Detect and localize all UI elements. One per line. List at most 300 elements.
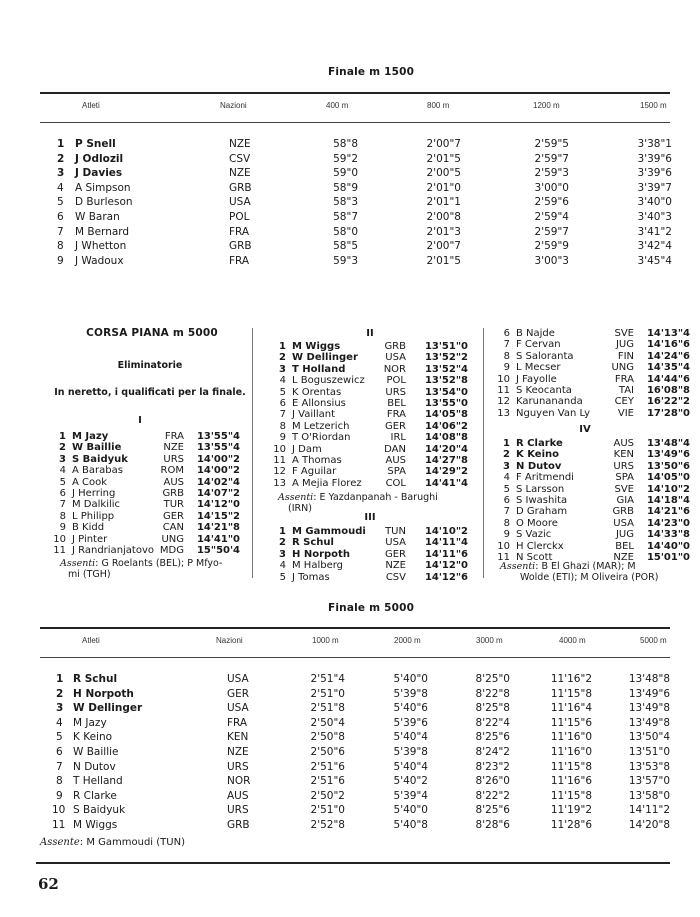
nation-cell: GRB — [227, 819, 250, 831]
position-cell: 4 — [279, 375, 286, 387]
position-cell: 7 — [56, 760, 63, 773]
athlete-name-cell: T Helland — [73, 775, 123, 788]
position-cell: 9 — [56, 789, 63, 802]
athlete-name-cell: J Whetton — [75, 240, 127, 253]
header-400m: 400 m — [326, 101, 349, 110]
final-5000-top-rule — [40, 627, 670, 629]
nation-cell: URS — [227, 804, 249, 817]
time-cell: 14'12"0 — [196, 499, 240, 511]
heat-list-item — [52, 477, 242, 488]
athlete-name-cell: J Odlozil — [75, 152, 124, 165]
athlete-name-cell: H Norpoth — [73, 687, 134, 700]
nation-cell: NZE — [229, 167, 251, 180]
heat-list-item — [272, 455, 472, 466]
nation-cell: UNG — [161, 533, 184, 545]
position-cell: 4 — [279, 560, 286, 572]
nation-cell: AUS — [163, 476, 184, 488]
position-cell: 11 — [52, 819, 66, 831]
athlete-name-cell: F Cervan — [516, 339, 561, 351]
heat-list-item — [52, 534, 242, 545]
nation-cell: USA — [613, 517, 634, 529]
time-cell: 14'41"0 — [196, 533, 240, 545]
split-time-cell: 8'26"0 — [475, 775, 510, 788]
section-5000-title: CORSA PIANA m 5000 — [86, 327, 218, 339]
athlete-name-cell: J Fayolle — [516, 373, 557, 385]
time-cell: 14'05"0 — [646, 472, 690, 484]
nation-cell: NOR — [227, 775, 251, 788]
nation-cell: GER — [384, 420, 406, 432]
time-cell: 14'11"6 — [424, 548, 468, 560]
position-cell: 3 — [57, 167, 65, 180]
time-cell: 13'55"4 — [196, 442, 240, 454]
split-time-cell: 13'58"0 — [628, 789, 670, 802]
split-time-cell: 3'00"0 — [534, 181, 569, 194]
table-row — [0, 688, 700, 703]
split-time-cell: 3'39"7 — [637, 181, 672, 194]
split-time-cell: 5'40"0 — [393, 673, 428, 685]
split-time-cell: 8'24"2 — [475, 746, 510, 758]
heat-list-item — [496, 385, 692, 396]
time-cell: 14'05"8 — [424, 409, 468, 421]
heat-list-item — [272, 478, 472, 489]
time-cell: 14'21"6 — [646, 506, 690, 518]
nation-cell: BEL — [615, 540, 634, 552]
nation-cell: GRB — [162, 487, 184, 499]
split-time-cell: 2'51"6 — [310, 775, 345, 788]
position-cell: 9 — [279, 432, 286, 444]
position-cell: 2 — [59, 442, 66, 454]
athlete-name-cell: A Simpson — [75, 181, 131, 194]
position-cell: 8 — [279, 420, 286, 432]
split-time-cell: 5'39"8 — [393, 687, 428, 700]
heat-1-list — [52, 431, 242, 556]
position-cell: 6 — [279, 397, 286, 409]
position-cell: 5 — [59, 476, 66, 488]
athlete-name-cell: E Allonsius — [292, 397, 346, 409]
position-cell: 4 — [57, 181, 64, 194]
split-time-cell: 2'59"5 — [534, 138, 569, 150]
position-cell: 10 — [273, 443, 286, 455]
nation-cell: NZE — [229, 138, 251, 150]
athlete-name-cell: W Baillie — [73, 746, 119, 758]
nation-cell: GIA — [616, 494, 634, 506]
heat-2-list — [272, 341, 472, 489]
split-time-cell: 8'28"6 — [475, 819, 510, 831]
position-cell: 3 — [503, 460, 510, 472]
nation-cell: FRA — [386, 409, 406, 421]
heat-list-item — [496, 449, 692, 460]
athlete-name-cell: O Moore — [516, 517, 558, 529]
athlete-name-cell: F Aritmendi — [516, 472, 574, 484]
nation-cell: DAN — [384, 443, 406, 455]
time-cell: 14'06"2 — [424, 420, 468, 432]
split-time-cell: 3'00"3 — [534, 254, 569, 267]
heat-list-item — [496, 541, 692, 552]
heat-list-item — [496, 362, 692, 373]
split-time-cell: 3'40"0 — [637, 196, 672, 209]
athlete-name-cell: M Letzerich — [292, 420, 350, 432]
nation-cell: MDG — [159, 544, 184, 556]
athlete-name-cell: K Keino — [73, 731, 113, 744]
table-row — [0, 775, 700, 790]
athlete-name-cell: H Norpoth — [292, 548, 350, 560]
position-cell: 7 — [57, 225, 64, 238]
split-time-cell: 2'52"8 — [310, 819, 345, 831]
nation-cell: USA — [385, 537, 406, 549]
athlete-name-cell: J Dam — [292, 443, 322, 455]
heat-list-item — [496, 396, 692, 407]
athlete-name-cell: A Cook — [72, 476, 108, 488]
nation-cell: KEN — [227, 731, 249, 744]
split-time-cell: 2'00"7 — [426, 138, 461, 150]
time-cell: 14'10"2 — [646, 483, 690, 495]
heat-list-item — [272, 364, 472, 375]
position-cell: 6 — [57, 211, 64, 223]
time-cell: 14'08"8 — [424, 432, 468, 444]
position-cell: 5 — [56, 731, 63, 744]
time-cell: 13'52"4 — [424, 363, 468, 375]
position-cell: 6 — [56, 746, 63, 758]
table-row — [0, 673, 700, 688]
split-time-cell: 3'41"2 — [637, 225, 672, 238]
heat-list-item — [52, 499, 242, 510]
heat-list-item — [496, 438, 692, 449]
nation-cell: USA — [385, 352, 406, 364]
nation-cell: NOR — [383, 363, 406, 375]
time-cell: 14'13"4 — [646, 328, 690, 339]
split-time-cell: 59"3 — [333, 254, 358, 267]
heat-list-item — [272, 352, 472, 363]
position-cell: 9 — [59, 522, 66, 534]
heat-list-item — [496, 484, 692, 495]
nation-cell: FRA — [164, 431, 184, 442]
nation-cell: NZE — [163, 442, 184, 454]
athlete-name-cell: L Mecser — [516, 362, 561, 374]
position-cell: 3 — [279, 363, 286, 375]
athlete-name-cell: M Wiggs — [73, 819, 118, 831]
position-cell: 7 — [279, 409, 286, 421]
time-cell: 13'52"2 — [424, 352, 468, 364]
athlete-name-cell: B Najde — [516, 328, 555, 339]
footer-rule — [36, 862, 670, 864]
split-time-cell: 14'20"8 — [628, 819, 670, 831]
heat-list-item — [52, 488, 242, 499]
heat-list-item — [496, 461, 692, 472]
athlete-name-cell: S Vazic — [516, 529, 552, 541]
absent-text-cont: Wolde (ETI); M Oliveira (POR) — [520, 572, 659, 583]
heat-list-item — [496, 408, 692, 419]
position-cell: 10 — [53, 533, 66, 545]
time-cell: 13'55"0 — [424, 397, 468, 409]
nation-cell: FRA — [614, 373, 634, 385]
athlete-name-cell: M Dalkilic — [72, 499, 121, 511]
nation-cell: UNG — [611, 362, 634, 374]
split-time-cell: 2'01"5 — [426, 254, 461, 267]
time-cell: 14'00"2 — [196, 465, 240, 477]
athlete-name-cell: J Pinter — [72, 533, 108, 545]
split-time-cell: 11'15"8 — [550, 687, 592, 700]
split-time-cell: 13'53"8 — [628, 760, 670, 773]
time-cell: 14'15"2 — [196, 510, 240, 522]
nation-cell: GER — [227, 687, 250, 700]
position-cell: 2 — [279, 352, 286, 364]
nation-cell: FIN — [617, 350, 634, 362]
position-cell: 11 — [497, 384, 510, 396]
position-cell: 6 — [59, 487, 66, 499]
heat-list-item — [272, 560, 472, 571]
split-time-cell: 13'49"8 — [628, 702, 670, 715]
time-cell: 13'54"0 — [424, 386, 468, 398]
split-time-cell: 14'11"2 — [628, 804, 670, 817]
split-time-cell: 11'16"6 — [550, 775, 592, 788]
split-time-cell: 2'59"7 — [534, 225, 569, 238]
table-row — [0, 182, 700, 197]
table-row — [0, 211, 700, 226]
position-cell: 7 — [503, 506, 510, 518]
split-time-cell: 2'01"0 — [426, 181, 461, 194]
nation-cell: GRB — [384, 341, 406, 352]
table-row — [0, 746, 700, 761]
heat-list-item — [272, 466, 472, 477]
split-time-cell: 11'15"8 — [550, 760, 592, 773]
heat-4-list — [496, 438, 692, 563]
position-cell: 1 — [56, 673, 64, 685]
split-time-cell: 59"0 — [333, 167, 358, 180]
split-time-cell: 8'25"0 — [475, 673, 510, 685]
split-time-cell: 2'51"0 — [310, 804, 345, 817]
split-time-cell: 11'19"2 — [550, 804, 592, 817]
time-cell: 14'24"6 — [646, 350, 690, 362]
nation-cell: FRA — [227, 716, 248, 729]
time-cell: 14'40"0 — [646, 540, 690, 552]
split-time-cell: 2'01"5 — [426, 152, 461, 165]
position-cell: 12 — [273, 466, 286, 478]
header-atleti: Atleti — [82, 636, 100, 645]
split-time-cell: 3'39"6 — [637, 152, 672, 165]
absent-label: Assenti — [500, 561, 536, 572]
athlete-name-cell: N Dutov — [516, 460, 562, 472]
split-time-cell: 3'40"3 — [637, 211, 672, 223]
time-cell: 14'16"6 — [646, 339, 690, 351]
time-cell: 14'29"2 — [424, 466, 468, 478]
time-cell: 14'41"4 — [424, 477, 468, 489]
heat-list-item — [272, 387, 472, 398]
position-cell: 7 — [503, 339, 510, 351]
table-row — [0, 702, 700, 717]
position-cell: 11 — [273, 454, 286, 466]
position-cell: 8 — [57, 240, 64, 253]
nation-cell: FRA — [229, 254, 250, 267]
position-cell: 1 — [279, 526, 286, 537]
heat-2-absent — [278, 492, 478, 514]
position-cell: 8 — [59, 510, 66, 522]
final-5000-absent — [40, 837, 185, 848]
split-time-cell: 58"0 — [333, 225, 358, 238]
position-cell: 1 — [279, 341, 286, 352]
time-cell: 14'44"6 — [646, 373, 690, 385]
athlete-name-cell: A Barabas — [72, 465, 123, 477]
athlete-name-cell: P Snell — [75, 138, 116, 150]
heat-4-label: IV — [579, 424, 591, 435]
absent-text: : B El Ghazi (MAR); M — [535, 561, 636, 572]
athlete-name-cell: R Clarke — [73, 789, 117, 802]
heat-3-label: III — [364, 512, 376, 523]
split-time-cell: 2'00"7 — [426, 240, 461, 253]
athlete-name-cell: L Philipp — [72, 510, 115, 522]
final-5000-header-rule — [40, 657, 670, 658]
position-cell: 9 — [503, 529, 510, 541]
nation-cell: URS — [227, 760, 249, 773]
split-time-cell: 5'40"0 — [393, 804, 428, 817]
table-row — [0, 255, 700, 270]
split-time-cell: 2'59"4 — [534, 211, 569, 223]
time-cell: 14'33"8 — [646, 529, 690, 541]
header-1200m: 1200 m — [533, 101, 560, 110]
split-time-cell: 3'45"4 — [637, 254, 672, 267]
nation-cell: TUR — [163, 499, 184, 511]
position-cell: 5 — [503, 483, 510, 495]
heat-list-item — [272, 398, 472, 409]
nation-cell: SVE — [614, 328, 634, 339]
nation-cell: NZE — [385, 560, 406, 572]
nation-cell: AUS — [227, 789, 249, 802]
heat-3-list-part1 — [272, 526, 472, 583]
absent-label: Assenti — [60, 558, 96, 569]
header-5000m: 5000 m — [640, 636, 667, 645]
athlete-name-cell: N Dutov — [73, 760, 116, 773]
split-time-cell: 2'01"1 — [426, 196, 461, 209]
heat-list-item — [272, 432, 472, 443]
nation-cell: USA — [227, 673, 249, 685]
athlete-name-cell: W Dellinger — [292, 352, 358, 364]
table-row — [0, 761, 700, 776]
position-cell: 2 — [57, 152, 65, 165]
split-time-cell: 11'16"2 — [550, 673, 592, 685]
split-time-cell: 2'51"4 — [310, 673, 345, 685]
position-cell: 4 — [59, 465, 66, 477]
time-cell: 14'27"8 — [424, 454, 468, 466]
heat-list-item — [496, 506, 692, 517]
position-cell: 8 — [503, 350, 510, 362]
nation-cell: TAI — [618, 384, 634, 396]
position-cell: 3 — [59, 453, 66, 465]
nation-cell: CSV — [229, 152, 251, 165]
split-time-cell: 58"9 — [333, 181, 358, 194]
split-time-cell: 2'50"6 — [310, 746, 345, 758]
nation-cell: VIE — [617, 407, 634, 419]
split-time-cell: 13'49"6 — [628, 687, 670, 700]
nation-cell: URS — [163, 453, 184, 465]
split-time-cell: 2'59"9 — [534, 240, 569, 253]
absent-label: Assente — [40, 837, 80, 848]
heat-list-item — [52, 522, 242, 533]
split-time-cell: 3'42"4 — [637, 240, 672, 253]
header-1000m: 1000 m — [312, 636, 339, 645]
split-time-cell: 2'51"6 — [310, 760, 345, 773]
time-cell: 14'11"4 — [424, 537, 468, 549]
athlete-name-cell: R Schul — [73, 673, 118, 685]
split-time-cell: 8'22"4 — [475, 716, 510, 729]
final-1500-title: Finale m 1500 — [328, 66, 415, 78]
split-time-cell: 2'51"8 — [310, 702, 345, 715]
position-cell: 9 — [503, 362, 510, 374]
heat-list-item — [272, 549, 472, 560]
time-cell: 14'12"0 — [424, 560, 468, 572]
absent-text: : M Gammoudi (TUN) — [79, 837, 185, 848]
split-time-cell: 58"8 — [333, 138, 358, 150]
nation-cell: GRB — [612, 506, 634, 518]
nation-cell: CEY — [614, 396, 634, 408]
header-3000m: 3000 m — [476, 636, 503, 645]
position-cell: 8 — [56, 775, 63, 788]
heat-list-item — [52, 431, 242, 442]
nation-cell: SPA — [387, 466, 406, 478]
nation-cell: POL — [386, 375, 406, 387]
position-cell: 8 — [503, 517, 510, 529]
position-cell: 10 — [52, 804, 66, 817]
position-cell: 1 — [57, 138, 65, 150]
split-time-cell: 5'40"4 — [393, 760, 428, 773]
heat-list-item — [496, 472, 692, 483]
split-time-cell: 2'00"5 — [426, 167, 461, 180]
header-1500m: 1500 m — [640, 101, 667, 110]
split-time-cell: 2'50"8 — [310, 731, 345, 744]
athlete-name-cell: W Baillie — [72, 442, 122, 454]
heat-list-item — [496, 351, 692, 362]
time-cell: 13'49"6 — [646, 449, 690, 461]
heat-list-item — [52, 545, 242, 556]
nation-cell: CSV — [385, 571, 406, 583]
heat-list-item — [272, 375, 472, 386]
heat-list-item — [272, 572, 472, 583]
athlete-name-cell: D Burleson — [75, 196, 133, 209]
position-cell: 5 — [279, 386, 286, 398]
time-cell: 14'21"8 — [196, 522, 240, 534]
absent-text-cont: (IRN) — [288, 503, 312, 514]
athlete-name-cell: S Keocanta — [516, 384, 572, 396]
heat-list-item — [272, 444, 472, 455]
athlete-name-cell: M Wiggs — [292, 341, 341, 352]
split-time-cell: 5'40"8 — [393, 819, 428, 831]
final-1500-top-rule — [40, 92, 670, 94]
athlete-name-cell: M Gammoudi — [292, 526, 366, 537]
position-cell: 5 — [279, 571, 286, 583]
absent-text-cont: mi (TGH) — [68, 569, 111, 580]
nation-cell: AUS — [613, 438, 634, 449]
nation-cell: USA — [229, 196, 251, 209]
position-cell: 2 — [56, 687, 64, 700]
nation-cell: ROM — [160, 465, 184, 477]
athlete-name-cell: B Kidd — [72, 522, 105, 534]
nation-cell: URS — [385, 386, 406, 398]
position-cell: 4 — [503, 472, 510, 484]
nation-cell: NZE — [613, 551, 634, 563]
split-time-cell: 58"5 — [333, 240, 358, 253]
nation-cell: NZE — [227, 746, 249, 758]
split-time-cell: 8'25"8 — [475, 702, 510, 715]
header-800m: 800 m — [427, 101, 450, 110]
split-time-cell: 58"3 — [333, 196, 358, 209]
athlete-name-cell: M Jazy — [73, 716, 107, 729]
athlete-name-cell: T Holland — [292, 363, 346, 375]
split-time-cell: 5'40"4 — [393, 731, 428, 744]
heat-2-label: II — [366, 328, 374, 339]
time-cell: 16'22"2 — [646, 396, 690, 408]
athlete-name-cell: L Boguszewicz — [292, 375, 365, 387]
athlete-name-cell: F Aguilar — [292, 466, 337, 478]
athlete-name-cell: M Halberg — [292, 560, 344, 572]
athlete-name-cell: K Orentas — [292, 386, 342, 398]
